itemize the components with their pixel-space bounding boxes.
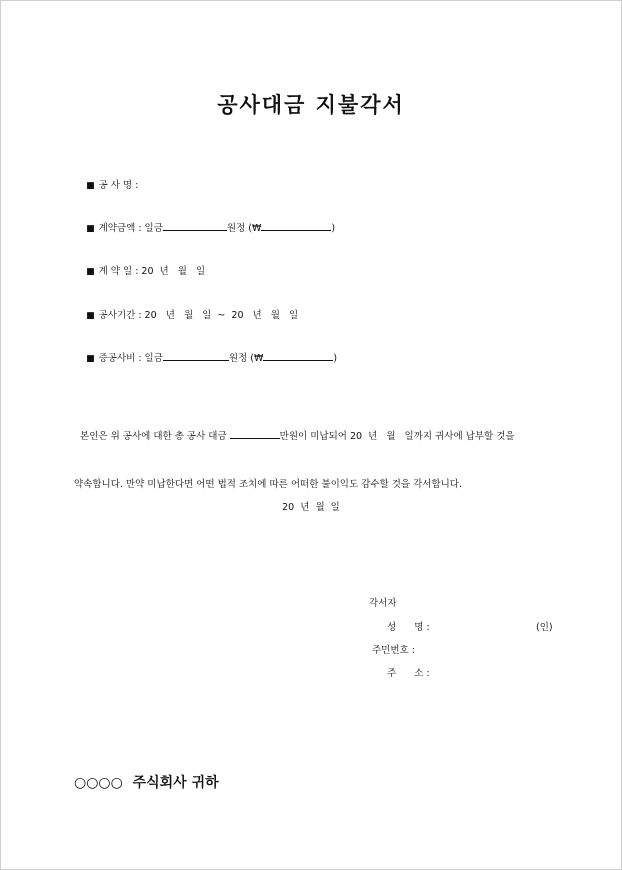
bullet: ■	[86, 267, 95, 277]
signer-address-label: 주 소 :	[387, 668, 430, 679]
pledge-line-1	[74, 428, 534, 445]
bullet: ■	[86, 354, 95, 364]
bullet: ■	[86, 181, 95, 191]
document-title: 공사대금 지불각서	[217, 93, 405, 117]
pledge-line-2: 약속합니다. 만약 미납한다면 어떤 법적 조치에 따른 어떠한 불이익도 감수할 것을 각서합니다.	[74, 479, 462, 490]
signer-name-label: 성 명 :	[387, 622, 430, 633]
recipient: ○○○○ 주식회사 귀하	[74, 775, 219, 791]
contract-amount-close: )	[331, 223, 336, 234]
contract-amount-blank	[163, 220, 227, 231]
pledge-line-1-start: 본인은 위 공사에 대한 총 공사 대금	[74, 431, 230, 442]
contract-amount-label: 계약금액 : 일금	[98, 223, 163, 234]
field-project-name	[74, 166, 138, 202]
signer-id-label: 주민번호 :	[372, 645, 415, 656]
amount-blank	[230, 428, 280, 439]
contract-amount-won: 원정 (₩	[226, 223, 262, 234]
field-construction-period	[74, 296, 298, 332]
contract-date-label: 계 약 일 : 20 년 월 일	[98, 266, 206, 277]
field-extra-cost	[74, 339, 337, 375]
bullet: ■	[86, 311, 95, 321]
extra-cost-label: 증공사비 : 일금	[98, 353, 163, 364]
document-date: 20 년 월 일	[282, 502, 340, 513]
extra-cost-won: 원정 (₩	[228, 353, 264, 364]
construction-period-label: 공사기간 : 20 년 월 일 ~ 20 년 월 일	[98, 310, 299, 321]
field-contract-amount	[74, 209, 335, 245]
project-name-label: 공 사 명 :	[98, 180, 139, 191]
extra-cost-number-blank	[263, 350, 333, 361]
contract-amount-number-blank	[261, 220, 331, 231]
signer-heading: 각서자	[369, 598, 397, 609]
bullet: ■	[86, 224, 95, 234]
signer-seal: (인)	[536, 622, 553, 633]
extra-cost-blank	[163, 350, 229, 361]
pledge-line-1-end: 만원이 미납되어 20 년 월 일까지 귀사에 납부할 것을	[279, 431, 515, 442]
field-contract-date	[74, 252, 205, 288]
extra-cost-close: )	[333, 353, 338, 364]
